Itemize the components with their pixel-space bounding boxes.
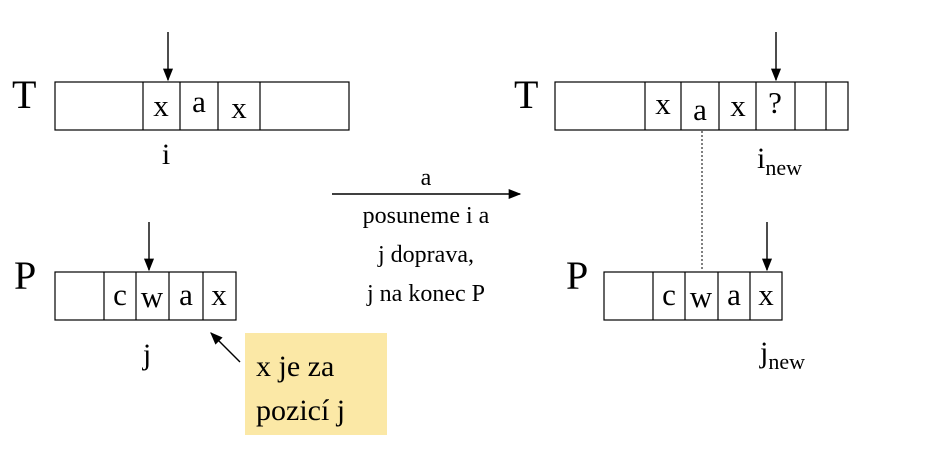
left-text-array <box>55 82 349 130</box>
right-pattern-cell: a <box>727 277 741 312</box>
right-text-array <box>555 82 848 130</box>
right-pattern-index: jnew <box>760 336 805 374</box>
right-pattern-array <box>604 272 782 320</box>
left-pattern-array <box>55 272 236 320</box>
note-pointer-arrow <box>211 333 240 362</box>
right-text-label: T <box>514 72 539 117</box>
right-text-cell: a <box>693 92 707 127</box>
left-pattern-cell: w <box>140 279 164 314</box>
left-text-index: i <box>161 138 171 171</box>
left-text-label: T <box>12 72 37 117</box>
right-pattern-label: P <box>566 253 589 298</box>
right-text-index: inew <box>757 142 802 180</box>
right-pattern-cell: w <box>689 279 713 314</box>
left-pattern-cell: a <box>179 277 193 312</box>
left-pattern-cell: c <box>113 277 127 312</box>
transition-line: j na konec P <box>367 281 485 307</box>
transition-line: posuneme i a <box>362 203 490 229</box>
left-text-cell: a <box>192 84 206 119</box>
right-text-cell: x <box>730 88 746 123</box>
right-pattern-cell: x <box>758 277 774 312</box>
left-pattern-cell: x <box>211 277 227 312</box>
right-text-cell: x <box>655 86 671 121</box>
right-text-cell: ? <box>768 85 782 120</box>
transition-line: j doprava, <box>378 242 474 268</box>
note-line: x je za <box>256 350 335 383</box>
transition-arrow-label: a <box>420 165 432 191</box>
left-text-cell: x <box>153 88 169 123</box>
left-text-cell: x <box>231 90 247 125</box>
right-pattern-cell: c <box>662 277 676 312</box>
note-line: pozicí j <box>256 394 346 427</box>
left-pattern-index: j <box>142 338 152 371</box>
left-pattern-label: P <box>14 253 37 298</box>
